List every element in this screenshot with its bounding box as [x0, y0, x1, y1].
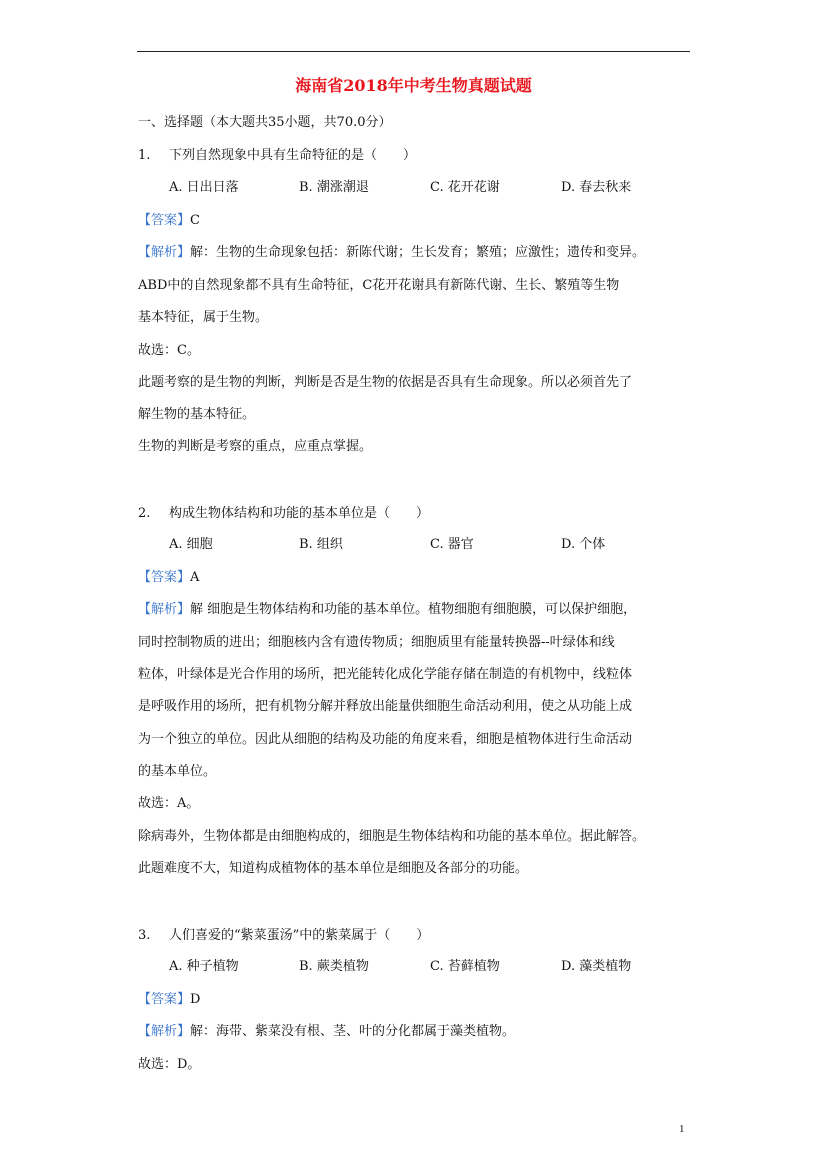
q3-answer — [138, 990, 200, 1010]
section-heading: 一、选择题（本大题共35小题，共70.0分） — [138, 115, 392, 130]
q1-analysis — [138, 243, 645, 263]
question-text: 构成生物体结构和功能的基本单位是（ ） — [169, 506, 430, 521]
question-3-stem — [138, 926, 429, 946]
answer-value: A — [190, 570, 200, 585]
question-number: 2. — [138, 506, 151, 521]
q2-option-c: C. 器官 — [430, 537, 474, 552]
q2-option-a: A. 细胞 — [169, 537, 213, 552]
q2-analysis-line: 同时控制物质的进出；细胞核内含有遗传物质；细胞质里有能量转换器--叶绿体和线 — [138, 635, 615, 650]
analysis-label: 【解析】 — [138, 1024, 191, 1039]
analysis-text: 解：海带、紫菜没有根、茎、叶的分化都属于藻类植物。 — [190, 1024, 516, 1039]
q2-answer — [138, 568, 199, 588]
q2-analysis — [138, 600, 636, 620]
answer-label: 【答案】 — [138, 213, 191, 228]
q3-analysis — [138, 1022, 515, 1042]
q3-option-b: B. 蕨类植物 — [299, 959, 369, 974]
q1-option-b: B. 潮涨潮退 — [299, 180, 369, 195]
q1-analysis-line: 解生物的基本特征。 — [138, 407, 256, 422]
answer-value: D — [190, 992, 201, 1007]
q1-option-a: A. 日出日落 — [169, 180, 239, 195]
q1-option-c: C. 花开花谢 — [430, 180, 500, 195]
page-number: 1 — [679, 1123, 685, 1135]
q1-analysis-line: 故选：C。 — [138, 343, 200, 358]
q2-analysis-line: 粒体，叶绿体是光合作用的场所，把光能转化成化学能存储在制造的有机物中，线粒体 — [138, 667, 633, 682]
q3-option-c: C. 苔藓植物 — [430, 959, 500, 974]
q1-analysis-line: 基本特征，属于生物。 — [138, 310, 269, 325]
question-number: 1. — [138, 148, 151, 163]
analysis-text: 解 细胞是生物体结构和功能的基本单位。植物细胞有细胞膜，可以保护细胞， — [190, 602, 637, 617]
q1-answer — [138, 211, 200, 231]
answer-label: 【答案】 — [138, 992, 191, 1007]
q3-analysis-line: 故选：D。 — [138, 1057, 201, 1072]
page-title: 海南省2018年中考生物真题试题 — [295, 76, 532, 95]
q2-option-d: D. 个体 — [561, 537, 606, 552]
q2-analysis-line: 除病毒外，生物体都是由细胞构成的，细胞是生物体结构和功能的基本单位。据此解答。 — [138, 829, 646, 844]
q3-option-d: D. 藻类植物 — [561, 959, 632, 974]
question-2-stem — [138, 504, 429, 524]
q2-analysis-line: 此题难度不大，知道构成植物体的基本单位是细胞及各部分的功能。 — [138, 861, 529, 876]
q1-analysis-line: 生物的判断是考察的重点，应重点掌握。 — [138, 439, 373, 454]
question-text: 人们喜爱的“紫菜蛋汤”中的紫菜属于（ ） — [169, 928, 430, 943]
q1-option-d: D. 春去秋来 — [561, 180, 632, 195]
q2-analysis-line: 的基本单位。 — [138, 764, 217, 779]
q1-analysis-line: ABD中的自然现象都不具有生命特征，C花开花谢具有新陈代谢、生长、繁殖等生物 — [138, 278, 620, 293]
header-rule — [137, 51, 690, 52]
q2-analysis-line: 为一个独立的单位。因此从细胞的结构及功能的角度来看，细胞是植物体进行生命活动 — [138, 732, 633, 747]
q1-analysis-line: 此题考察的是生物的判断，判断是否是生物的依据是否具有生命现象。所以必须首先了 — [138, 375, 633, 390]
answer-label: 【答案】 — [138, 570, 191, 585]
analysis-label: 【解析】 — [138, 602, 191, 617]
q2-analysis-line: 是呼吸作用的场所，把有机物分解并释放出能量供细胞生命活动利用，使之从功能上成 — [138, 699, 633, 714]
analysis-label: 【解析】 — [138, 245, 191, 260]
analysis-text: 解：生物的生命现象包括：新陈代谢；生长发育；繁殖；应激性；遗传和变异。 — [190, 245, 646, 260]
q3-option-a: A. 种子植物 — [169, 959, 239, 974]
question-text: 下列自然现象中具有生命特征的是（ ） — [169, 148, 417, 163]
q2-option-b: B. 组织 — [299, 537, 343, 552]
question-number: 3. — [138, 928, 151, 943]
answer-value: C — [190, 213, 200, 228]
question-1-stem — [138, 146, 416, 166]
q2-analysis-line: 故选：A。 — [138, 796, 200, 811]
